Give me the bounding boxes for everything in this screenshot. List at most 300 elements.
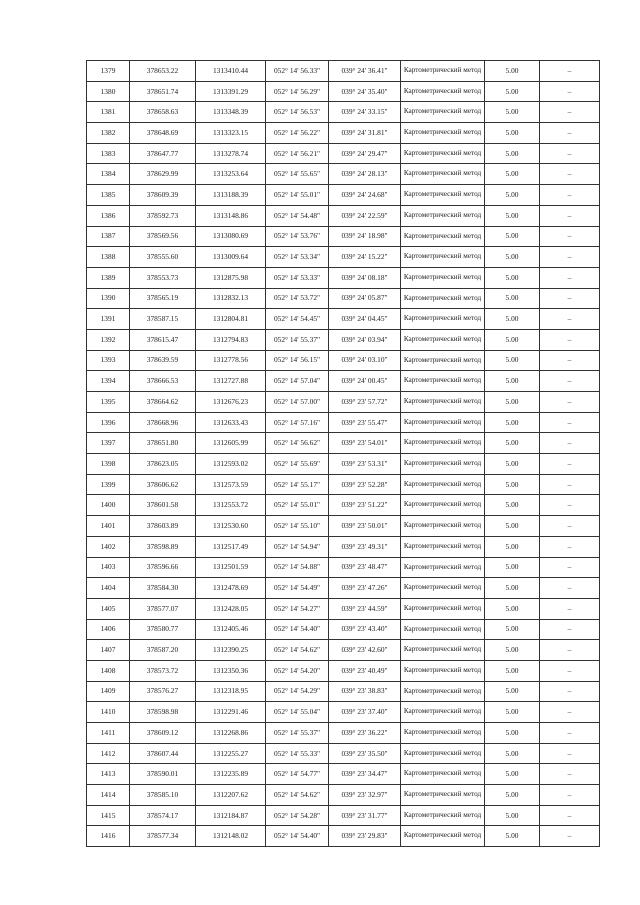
- accuracy-cell: 5.00: [485, 516, 540, 537]
- latitude-cell: 052° 14' 57.16": [266, 412, 329, 433]
- longitude-cell: 039° 23' 38.83": [329, 681, 401, 702]
- point-number-cell: 1401: [87, 516, 130, 537]
- y-coordinate-cell: 1312148.02: [196, 826, 266, 847]
- table-row: [87, 185, 600, 206]
- longitude-cell: 039° 23' 36.22": [329, 723, 401, 744]
- note-cell: –: [540, 226, 600, 247]
- method-cell: Картометрический метод: [401, 185, 485, 206]
- method-cell: Картометрический метод: [401, 660, 485, 681]
- longitude-cell: 039° 23' 48.47": [329, 557, 401, 578]
- table-row: [87, 81, 600, 102]
- x-coordinate-cell: 378584.30: [130, 578, 196, 599]
- x-coordinate-cell: 378666.53: [130, 371, 196, 392]
- method-cell: Картометрический метод: [401, 474, 485, 495]
- method-cell: Картометрический метод: [401, 247, 485, 268]
- longitude-cell: 039° 23' 31.77": [329, 805, 401, 826]
- y-coordinate-cell: 1312350.36: [196, 660, 266, 681]
- x-coordinate-cell: 378590.01: [130, 764, 196, 785]
- x-coordinate-cell: 378585.10: [130, 785, 196, 806]
- note-cell: –: [540, 350, 600, 371]
- longitude-cell: 039° 24' 05.87": [329, 288, 401, 309]
- table-row: [87, 578, 600, 599]
- note-cell: –: [540, 61, 600, 82]
- longitude-cell: 039° 23' 34.47": [329, 764, 401, 785]
- coordinates-table-body: [87, 61, 600, 847]
- table-row: [87, 660, 600, 681]
- point-number-cell: 1382: [87, 123, 130, 144]
- latitude-cell: 052° 14' 55.37": [266, 723, 329, 744]
- table-row: [87, 143, 600, 164]
- point-number-cell: 1416: [87, 826, 130, 847]
- accuracy-cell: 5.00: [485, 702, 540, 723]
- y-coordinate-cell: 1313348.39: [196, 102, 266, 123]
- table-row: [87, 826, 600, 847]
- x-coordinate-cell: 378658.63: [130, 102, 196, 123]
- accuracy-cell: 5.00: [485, 247, 540, 268]
- point-number-cell: 1412: [87, 743, 130, 764]
- note-cell: –: [540, 143, 600, 164]
- table-row: [87, 123, 600, 144]
- method-cell: Картометрический метод: [401, 102, 485, 123]
- method-cell: Картометрический метод: [401, 267, 485, 288]
- y-coordinate-cell: 1312318.95: [196, 681, 266, 702]
- method-cell: Картометрический метод: [401, 723, 485, 744]
- point-number-cell: 1398: [87, 454, 130, 475]
- y-coordinate-cell: 1312235.89: [196, 764, 266, 785]
- y-coordinate-cell: 1312390.25: [196, 640, 266, 661]
- x-coordinate-cell: 378598.98: [130, 702, 196, 723]
- longitude-cell: 039° 23' 52.28": [329, 474, 401, 495]
- table-row: [87, 61, 600, 82]
- point-number-cell: 1386: [87, 205, 130, 226]
- latitude-cell: 052° 14' 55.01": [266, 185, 329, 206]
- longitude-cell: 039° 23' 29.83": [329, 826, 401, 847]
- method-cell: Картометрический метод: [401, 454, 485, 475]
- longitude-cell: 039° 24' 28.13": [329, 164, 401, 185]
- table-row: [87, 226, 600, 247]
- longitude-cell: 039° 24' 36.41": [329, 61, 401, 82]
- y-coordinate-cell: 1312268.86: [196, 723, 266, 744]
- latitude-cell: 052° 14' 53.76": [266, 226, 329, 247]
- y-coordinate-cell: 1312778.56: [196, 350, 266, 371]
- x-coordinate-cell: 378603.89: [130, 516, 196, 537]
- x-coordinate-cell: 378574.17: [130, 805, 196, 826]
- x-coordinate-cell: 378573.72: [130, 660, 196, 681]
- latitude-cell: 052° 14' 53.34": [266, 247, 329, 268]
- method-cell: Картометрический метод: [401, 288, 485, 309]
- point-number-cell: 1413: [87, 764, 130, 785]
- y-coordinate-cell: 1312405.46: [196, 619, 266, 640]
- table-row: [87, 640, 600, 661]
- note-cell: –: [540, 805, 600, 826]
- y-coordinate-cell: 1313391.29: [196, 81, 266, 102]
- note-cell: –: [540, 247, 600, 268]
- method-cell: Картометрический метод: [401, 309, 485, 330]
- accuracy-cell: 5.00: [485, 536, 540, 557]
- method-cell: Картометрический метод: [401, 764, 485, 785]
- point-number-cell: 1389: [87, 267, 130, 288]
- x-coordinate-cell: 378601.58: [130, 495, 196, 516]
- latitude-cell: 052° 14' 55.33": [266, 743, 329, 764]
- point-number-cell: 1393: [87, 350, 130, 371]
- x-coordinate-cell: 378623.05: [130, 454, 196, 475]
- note-cell: –: [540, 578, 600, 599]
- note-cell: –: [540, 516, 600, 537]
- latitude-cell: 052° 14' 56.53": [266, 102, 329, 123]
- point-number-cell: 1388: [87, 247, 130, 268]
- longitude-cell: 039° 24' 08.18": [329, 267, 401, 288]
- longitude-cell: 039° 23' 55.47": [329, 412, 401, 433]
- accuracy-cell: 5.00: [485, 474, 540, 495]
- table-row: [87, 536, 600, 557]
- y-coordinate-cell: 1312573.59: [196, 474, 266, 495]
- longitude-cell: 039° 23' 42.60": [329, 640, 401, 661]
- table-row: [87, 598, 600, 619]
- note-cell: –: [540, 743, 600, 764]
- x-coordinate-cell: 378609.39: [130, 185, 196, 206]
- method-cell: Картометрический метод: [401, 61, 485, 82]
- note-cell: –: [540, 640, 600, 661]
- note-cell: –: [540, 495, 600, 516]
- latitude-cell: 052° 14' 55.65": [266, 164, 329, 185]
- table-row: [87, 371, 600, 392]
- table-row: [87, 350, 600, 371]
- longitude-cell: 039° 24' 22.59": [329, 205, 401, 226]
- y-coordinate-cell: 1312633.43: [196, 412, 266, 433]
- accuracy-cell: 5.00: [485, 123, 540, 144]
- method-cell: Картометрический метод: [401, 123, 485, 144]
- point-number-cell: 1379: [87, 61, 130, 82]
- accuracy-cell: 5.00: [485, 454, 540, 475]
- point-number-cell: 1415: [87, 805, 130, 826]
- point-number-cell: 1397: [87, 433, 130, 454]
- method-cell: Картометрический метод: [401, 826, 485, 847]
- latitude-cell: 052° 14' 56.15": [266, 350, 329, 371]
- table-row: [87, 764, 600, 785]
- point-number-cell: 1406: [87, 619, 130, 640]
- note-cell: –: [540, 826, 600, 847]
- table-row: [87, 454, 600, 475]
- x-coordinate-cell: 378647.77: [130, 143, 196, 164]
- y-coordinate-cell: 1313188.39: [196, 185, 266, 206]
- accuracy-cell: 5.00: [485, 185, 540, 206]
- method-cell: Картометрический метод: [401, 619, 485, 640]
- accuracy-cell: 5.00: [485, 578, 540, 599]
- accuracy-cell: 5.00: [485, 785, 540, 806]
- accuracy-cell: 5.00: [485, 723, 540, 744]
- y-coordinate-cell: 1312501.59: [196, 557, 266, 578]
- latitude-cell: 052° 14' 55.37": [266, 329, 329, 350]
- note-cell: –: [540, 764, 600, 785]
- y-coordinate-cell: 1312517.49: [196, 536, 266, 557]
- accuracy-cell: 5.00: [485, 143, 540, 164]
- x-coordinate-cell: 378587.20: [130, 640, 196, 661]
- table-row: [87, 329, 600, 350]
- note-cell: –: [540, 660, 600, 681]
- y-coordinate-cell: 1312530.60: [196, 516, 266, 537]
- method-cell: Картометрический метод: [401, 598, 485, 619]
- note-cell: –: [540, 102, 600, 123]
- latitude-cell: 052° 14' 56.33": [266, 61, 329, 82]
- longitude-cell: 039° 24' 33.15": [329, 102, 401, 123]
- method-cell: Картометрический метод: [401, 433, 485, 454]
- latitude-cell: 052° 14' 54.48": [266, 205, 329, 226]
- accuracy-cell: 5.00: [485, 433, 540, 454]
- longitude-cell: 039° 24' 15.22": [329, 247, 401, 268]
- longitude-cell: 039° 23' 35.50": [329, 743, 401, 764]
- note-cell: –: [540, 81, 600, 102]
- method-cell: Картометрический метод: [401, 392, 485, 413]
- x-coordinate-cell: 378615.47: [130, 329, 196, 350]
- x-coordinate-cell: 378639.59: [130, 350, 196, 371]
- accuracy-cell: 5.00: [485, 764, 540, 785]
- longitude-cell: 039° 24' 31.81": [329, 123, 401, 144]
- note-cell: –: [540, 412, 600, 433]
- method-cell: Картометрический метод: [401, 164, 485, 185]
- table-row: [87, 102, 600, 123]
- accuracy-cell: 5.00: [485, 164, 540, 185]
- note-cell: –: [540, 309, 600, 330]
- table-row: [87, 247, 600, 268]
- note-cell: –: [540, 785, 600, 806]
- latitude-cell: 052° 14' 56.21": [266, 143, 329, 164]
- table-row: [87, 392, 600, 413]
- method-cell: Картометрический метод: [401, 785, 485, 806]
- note-cell: –: [540, 164, 600, 185]
- x-coordinate-cell: 378577.07: [130, 598, 196, 619]
- method-cell: Картометрический метод: [401, 578, 485, 599]
- x-coordinate-cell: 378598.89: [130, 536, 196, 557]
- table-row: [87, 474, 600, 495]
- note-cell: –: [540, 681, 600, 702]
- method-cell: Картометрический метод: [401, 143, 485, 164]
- accuracy-cell: 5.00: [485, 495, 540, 516]
- longitude-cell: 039° 24' 29.47": [329, 143, 401, 164]
- y-coordinate-cell: 1312794.83: [196, 329, 266, 350]
- accuracy-cell: 5.00: [485, 557, 540, 578]
- point-number-cell: 1408: [87, 660, 130, 681]
- accuracy-cell: 5.00: [485, 61, 540, 82]
- table-row: [87, 723, 600, 744]
- table-row: [87, 785, 600, 806]
- table-row: [87, 412, 600, 433]
- table-row: [87, 805, 600, 826]
- accuracy-cell: 5.00: [485, 805, 540, 826]
- method-cell: Картометрический метод: [401, 350, 485, 371]
- note-cell: –: [540, 474, 600, 495]
- method-cell: Картометрический метод: [401, 743, 485, 764]
- point-number-cell: 1385: [87, 185, 130, 206]
- method-cell: Картометрический метод: [401, 702, 485, 723]
- x-coordinate-cell: 378606.62: [130, 474, 196, 495]
- longitude-cell: 039° 24' 35.40": [329, 81, 401, 102]
- x-coordinate-cell: 378587.15: [130, 309, 196, 330]
- latitude-cell: 052° 14' 55.17": [266, 474, 329, 495]
- method-cell: Картометрический метод: [401, 536, 485, 557]
- accuracy-cell: 5.00: [485, 743, 540, 764]
- accuracy-cell: 5.00: [485, 412, 540, 433]
- longitude-cell: 039° 24' 00.45": [329, 371, 401, 392]
- longitude-cell: 039° 23' 32.97": [329, 785, 401, 806]
- point-number-cell: 1383: [87, 143, 130, 164]
- longitude-cell: 039° 24' 03.94": [329, 329, 401, 350]
- latitude-cell: 052° 14' 54.40": [266, 619, 329, 640]
- latitude-cell: 052° 14' 54.62": [266, 785, 329, 806]
- note-cell: –: [540, 723, 600, 744]
- point-number-cell: 1380: [87, 81, 130, 102]
- point-number-cell: 1396: [87, 412, 130, 433]
- note-cell: –: [540, 454, 600, 475]
- x-coordinate-cell: 378651.80: [130, 433, 196, 454]
- method-cell: Картометрический метод: [401, 205, 485, 226]
- accuracy-cell: 5.00: [485, 81, 540, 102]
- longitude-cell: 039° 23' 44.59": [329, 598, 401, 619]
- accuracy-cell: 5.00: [485, 350, 540, 371]
- y-coordinate-cell: 1312804.81: [196, 309, 266, 330]
- latitude-cell: 052° 14' 55.04": [266, 702, 329, 723]
- point-number-cell: 1409: [87, 681, 130, 702]
- note-cell: –: [540, 702, 600, 723]
- latitude-cell: 052° 14' 57.00": [266, 392, 329, 413]
- y-coordinate-cell: 1312875.98: [196, 267, 266, 288]
- point-number-cell: 1399: [87, 474, 130, 495]
- table-row: [87, 516, 600, 537]
- longitude-cell: 039° 23' 51.22": [329, 495, 401, 516]
- latitude-cell: 052° 14' 54.49": [266, 578, 329, 599]
- table-row: [87, 743, 600, 764]
- longitude-cell: 039° 23' 47.26": [329, 578, 401, 599]
- note-cell: –: [540, 619, 600, 640]
- point-number-cell: 1410: [87, 702, 130, 723]
- x-coordinate-cell: 378555.60: [130, 247, 196, 268]
- accuracy-cell: 5.00: [485, 598, 540, 619]
- longitude-cell: 039° 23' 57.72": [329, 392, 401, 413]
- latitude-cell: 052° 14' 54.88": [266, 557, 329, 578]
- note-cell: –: [540, 536, 600, 557]
- accuracy-cell: 5.00: [485, 205, 540, 226]
- x-coordinate-cell: 378664.62: [130, 392, 196, 413]
- note-cell: –: [540, 205, 600, 226]
- y-coordinate-cell: 1312832.13: [196, 288, 266, 309]
- latitude-cell: 052° 14' 54.62": [266, 640, 329, 661]
- accuracy-cell: 5.00: [485, 681, 540, 702]
- method-cell: Картометрический метод: [401, 226, 485, 247]
- latitude-cell: 052° 14' 54.94": [266, 536, 329, 557]
- y-coordinate-cell: 1312593.02: [196, 454, 266, 475]
- latitude-cell: 052° 14' 54.40": [266, 826, 329, 847]
- x-coordinate-cell: 378577.34: [130, 826, 196, 847]
- table-row: [87, 164, 600, 185]
- x-coordinate-cell: 378553.73: [130, 267, 196, 288]
- point-number-cell: 1384: [87, 164, 130, 185]
- y-coordinate-cell: 1312255.27: [196, 743, 266, 764]
- x-coordinate-cell: 378668.96: [130, 412, 196, 433]
- note-cell: –: [540, 288, 600, 309]
- method-cell: Картометрический метод: [401, 640, 485, 661]
- latitude-cell: 052° 14' 56.22": [266, 123, 329, 144]
- table-row: [87, 309, 600, 330]
- longitude-cell: 039° 23' 54.01": [329, 433, 401, 454]
- accuracy-cell: 5.00: [485, 329, 540, 350]
- x-coordinate-cell: 378565.19: [130, 288, 196, 309]
- table-row: [87, 495, 600, 516]
- note-cell: –: [540, 371, 600, 392]
- method-cell: Картометрический метод: [401, 805, 485, 826]
- table-row: [87, 619, 600, 640]
- y-coordinate-cell: 1312676.23: [196, 392, 266, 413]
- y-coordinate-cell: 1312428.05: [196, 598, 266, 619]
- latitude-cell: 052° 14' 55.10": [266, 516, 329, 537]
- point-number-cell: 1394: [87, 371, 130, 392]
- x-coordinate-cell: 378596.66: [130, 557, 196, 578]
- method-cell: Картометрический метод: [401, 371, 485, 392]
- latitude-cell: 052° 14' 57.04": [266, 371, 329, 392]
- accuracy-cell: 5.00: [485, 826, 540, 847]
- y-coordinate-cell: 1313148.86: [196, 205, 266, 226]
- point-number-cell: 1414: [87, 785, 130, 806]
- method-cell: Картометрический метод: [401, 329, 485, 350]
- latitude-cell: 052° 14' 54.77": [266, 764, 329, 785]
- method-cell: Картометрический метод: [401, 516, 485, 537]
- point-number-cell: 1405: [87, 598, 130, 619]
- accuracy-cell: 5.00: [485, 660, 540, 681]
- accuracy-cell: 5.00: [485, 619, 540, 640]
- longitude-cell: 039° 23' 43.40": [329, 619, 401, 640]
- y-coordinate-cell: 1313278.74: [196, 143, 266, 164]
- latitude-cell: 052° 14' 55.01": [266, 495, 329, 516]
- x-coordinate-cell: 378648.69: [130, 123, 196, 144]
- x-coordinate-cell: 378609.12: [130, 723, 196, 744]
- accuracy-cell: 5.00: [485, 309, 540, 330]
- table-row: [87, 267, 600, 288]
- method-cell: Картометрический метод: [401, 412, 485, 433]
- point-number-cell: 1400: [87, 495, 130, 516]
- latitude-cell: 052° 14' 53.33": [266, 267, 329, 288]
- accuracy-cell: 5.00: [485, 392, 540, 413]
- table-row: [87, 205, 600, 226]
- y-coordinate-cell: 1312291.46: [196, 702, 266, 723]
- longitude-cell: 039° 24' 04.45": [329, 309, 401, 330]
- y-coordinate-cell: 1312727.88: [196, 371, 266, 392]
- note-cell: –: [540, 392, 600, 413]
- note-cell: –: [540, 123, 600, 144]
- y-coordinate-cell: 1312478.69: [196, 578, 266, 599]
- y-coordinate-cell: 1313009.64: [196, 247, 266, 268]
- table-row: [87, 702, 600, 723]
- method-cell: Картометрический метод: [401, 681, 485, 702]
- method-cell: Картометрический метод: [401, 81, 485, 102]
- point-number-cell: 1381: [87, 102, 130, 123]
- y-coordinate-cell: 1313080.69: [196, 226, 266, 247]
- longitude-cell: 039° 23' 49.31": [329, 536, 401, 557]
- point-number-cell: 1395: [87, 392, 130, 413]
- point-number-cell: 1402: [87, 536, 130, 557]
- accuracy-cell: 5.00: [485, 102, 540, 123]
- x-coordinate-cell: 378569.56: [130, 226, 196, 247]
- note-cell: –: [540, 598, 600, 619]
- y-coordinate-cell: 1313410.44: [196, 61, 266, 82]
- latitude-cell: 052° 14' 55.69": [266, 454, 329, 475]
- method-cell: Картометрический метод: [401, 557, 485, 578]
- y-coordinate-cell: 1313323.15: [196, 123, 266, 144]
- table-row: [87, 557, 600, 578]
- accuracy-cell: 5.00: [485, 371, 540, 392]
- longitude-cell: 039° 23' 40.49": [329, 660, 401, 681]
- note-cell: –: [540, 267, 600, 288]
- longitude-cell: 039° 23' 53.31": [329, 454, 401, 475]
- y-coordinate-cell: 1313253.64: [196, 164, 266, 185]
- note-cell: –: [540, 329, 600, 350]
